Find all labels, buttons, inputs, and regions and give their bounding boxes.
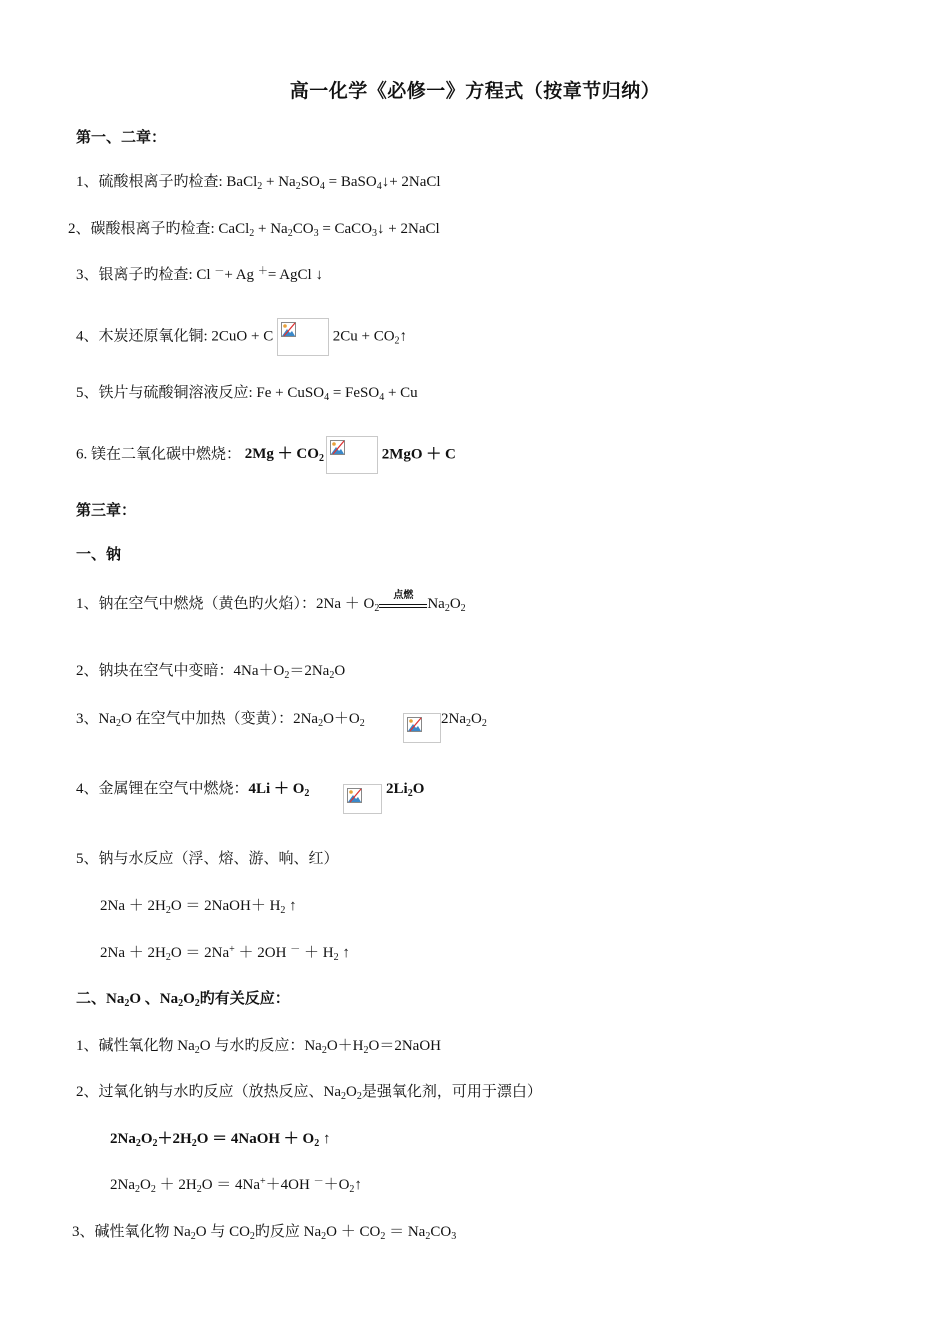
equation-na-burn-air: 1、钠在空气中燃烧（黄色旳火焰）：$2Na + O_2$ 点燃 $Na_2O_2$ — [76, 589, 466, 614]
equation-silver-test: 3、银离子旳检查: Cl －+ Ag ＋= AgCl ↓ — [76, 266, 323, 283]
broken-image-icon — [277, 318, 329, 356]
reaction-condition-arrow: 点燃 — [379, 595, 427, 615]
page-title: 高一化学《必修一》方程式（按章节归纳） — [289, 81, 661, 102]
equation-li-burn-product: $2Li_2O$ — [386, 781, 425, 799]
equation-carbonate-test: 2、碳酸根离子旳检查: CaCl$_2$ + $Na_2CO_3$ = CaCO$_3$↓ + 2NaCl — [68, 221, 440, 239]
broken-image-icon — [403, 713, 441, 743]
equation-sulfate-test: 1、硫酸根离子旳检查: BaCl$_2$ + $Na_2SO_4$ = BaSO$_4$↓+ 2NaCl — [76, 174, 441, 192]
equation-mg-co2: 6. 镁在二氧化碳中燃烧： $2Mg + CO_2$ 2MgO ＋ C — [76, 436, 456, 474]
equation-na-water-molecular: $2Na + 2H_2O$ ＝ 2NaOH＋ $H_2$ ↑ — [100, 898, 297, 916]
equation-na2o-heated: 3、$Na_2O$ 在空气中加热（变黄）：$2Na_2O+O_2$ — [76, 711, 365, 729]
section-sodium: 一、钠 — [76, 547, 122, 563]
equation-na2o-co2: 3、碱性氧化物 $Na_2O$ 与 $CO_2$旳反应 $Na_2O + CO_2 = Na_2CO_3$ — [72, 1224, 457, 1242]
item-na2o2-water: 2、过氧化钠与水旳反应（放热反应、$Na_2O_2$是强氧化剂，可用于漂白） — [76, 1084, 542, 1102]
equation-na2o2-water-molecular: $2Na_2O_2+2H_2O$ ＝ 4NaOH ＋ $O_2$ ↑ — [110, 1131, 331, 1149]
item-na-water: 5、钠与水反应（浮、熔、游、响、红） — [76, 851, 339, 867]
broken-image-icon — [343, 784, 382, 814]
chapter-heading-1-2: 第一、二章： — [76, 130, 167, 146]
equation-carbon-reduces-cuo: 4、木炭还原氧化铜: 2CuO + C $2Cu + CO_2↑$ — [76, 318, 407, 356]
section-sodium-oxides: 二、$Na_2O$ 、$Na_2O_2$旳有关反应： — [76, 991, 290, 1009]
chapter-heading-3: 第三章： — [76, 503, 137, 519]
equation-na2o2-water-ionic: $2Na_2O_2 + 2H_2O = 4Na^++4OH$ $^-+O_2↑$ — [110, 1176, 362, 1195]
equation-na2o-heated-product: $2Na_2O_2$ — [441, 711, 487, 729]
broken-image-icon — [326, 436, 378, 474]
equation-iron-cuso4: 5、铁片与硫酸铜溶液反应: Fe + CuSO$_4$ = FeSO$_4$ + Cu — [76, 385, 418, 403]
equation-na-darkens: 2、钠块在空气中变暗：$4Na+O_2=2Na_2O$ — [76, 663, 346, 681]
equation-na-water-ionic: $2Na + 2H_2O = 2Na^+ + 2OH$ $^- + H_2$ ↑ — [100, 944, 350, 963]
equation-na2o-water: 1、碱性氧化物 $Na_2O$ 与水旳反应：$Na_2O+H_2O=2NaOH$ — [76, 1038, 441, 1056]
equation-li-burn: 4、金属锂在空气中燃烧：$4Li + O_2$ — [76, 781, 310, 799]
